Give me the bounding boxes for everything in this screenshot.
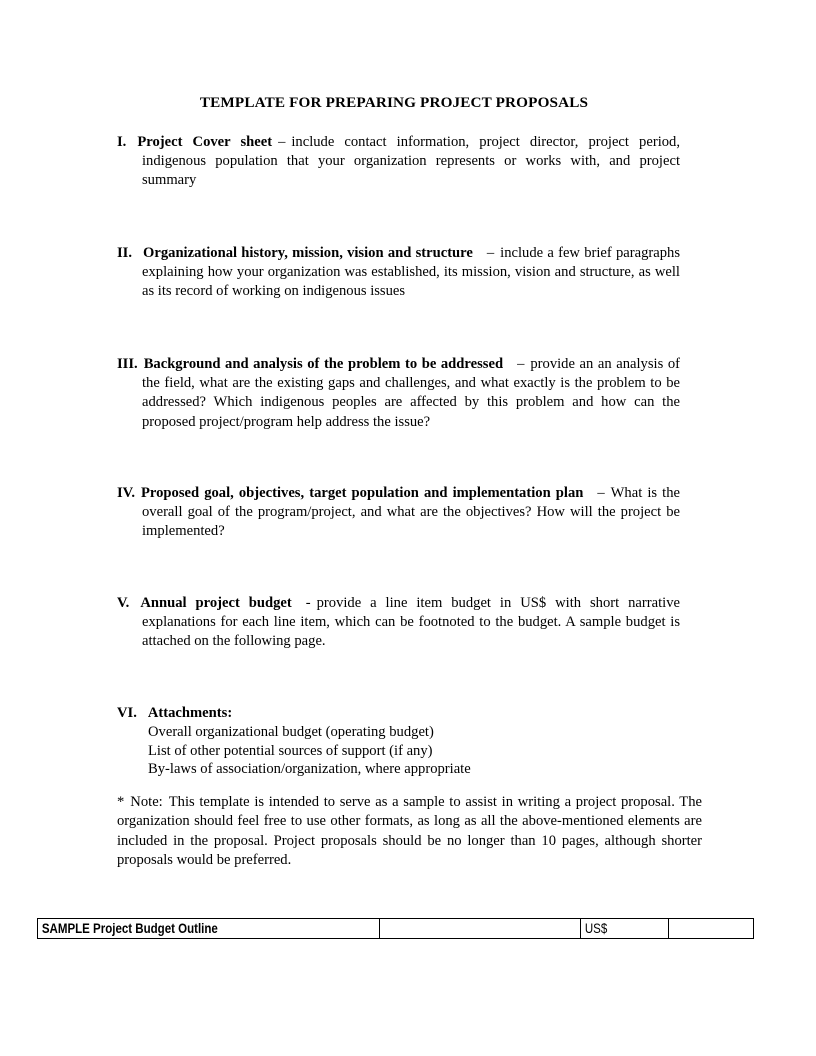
section-ii-body: include a few brief paragraphs explaining how your organization was established, its mission, vision and structure, as well as its record of working on indigenous issues (142, 245, 680, 300)
section-vi-attachments-heading (117, 704, 232, 723)
section-ii-numeral: II. (117, 245, 133, 261)
budget-blank-cell-2 (669, 919, 754, 939)
table-row (38, 919, 754, 939)
section-ii-dash: – (486, 245, 495, 261)
section-iii-body: provide an an analysis of the field, what are the existing gaps and challenges, and what exactly is the problem to be addressed? Which indigenous peoples are affected by this problem and how can the proposed project/program help address the issue? (142, 356, 680, 430)
section-iv-numeral: IV. (117, 485, 135, 501)
table-body (38, 919, 754, 939)
section-iv-body: What is the overall goal of the program/project, and what are the objectives? How will the project be implemented? (142, 485, 680, 540)
section-i-heading: Project Cover sheet (137, 134, 273, 150)
section-i-body: include contact information, project director, project period, indigenous population that your organization represents or works with, and project summary (142, 134, 680, 189)
section-v (117, 594, 680, 652)
sample-budget-table (37, 918, 754, 939)
section-ii-heading: Organizational history, mission, vision and structure (143, 245, 473, 261)
section-v-heading: Annual project budget (140, 595, 292, 611)
section-iii-numeral: III. (117, 356, 138, 372)
section-i-numeral: I. (117, 134, 127, 150)
list-item: By-laws of association/organization, where appropriate (148, 761, 471, 778)
section-v-numeral: V. (117, 595, 130, 611)
budget-outline-label: SAMPLE Project Budget Outline (38, 919, 332, 939)
section-iv-heading: Proposed goal, objectives, target population and implementation plan (141, 485, 584, 501)
section-iii-dash: – (517, 356, 525, 372)
list-item: List of other potential sources of support (if any) (148, 742, 433, 759)
section-iii (117, 355, 680, 432)
budget-currency-header: US$ (581, 919, 657, 939)
section-v-dash: - (305, 595, 311, 611)
note-marker: * (117, 794, 125, 810)
section-vi-numeral: VI. (117, 705, 137, 721)
section-iv (117, 484, 680, 542)
section-vi-heading: Attachments: (147, 705, 233, 721)
section-iii-heading: Background and analysis of the problem to be addressed (143, 356, 504, 372)
section-iv-dash: – (597, 485, 605, 501)
attachments-list (148, 723, 471, 779)
page-title: TEMPLATE FOR PREPARING PROJECT PROPOSALS (199, 94, 589, 111)
section-i-dash: – (278, 134, 286, 150)
budget-blank-cell-1 (380, 919, 581, 939)
section-i (117, 133, 680, 191)
section-ii (117, 244, 680, 302)
section-v-body: provide a line item budget in US$ with short narrative explanations for each line item, which can be footnoted to the budget. A sample budget is attached on the following page. (142, 595, 680, 650)
note-paragraph (117, 793, 702, 871)
list-item: Overall organizational budget (operating budget) (148, 724, 434, 740)
note-label: Note: (130, 794, 163, 810)
note-text: This template is intended to serve as a sample to assist in writing a project proposal. The organization should feel free to use other formats, as long as all the above-mentioned elements are included in the proposal. Project proposals should be no longer than 10 pages, although shorter proposals would be preferred. (117, 794, 702, 869)
